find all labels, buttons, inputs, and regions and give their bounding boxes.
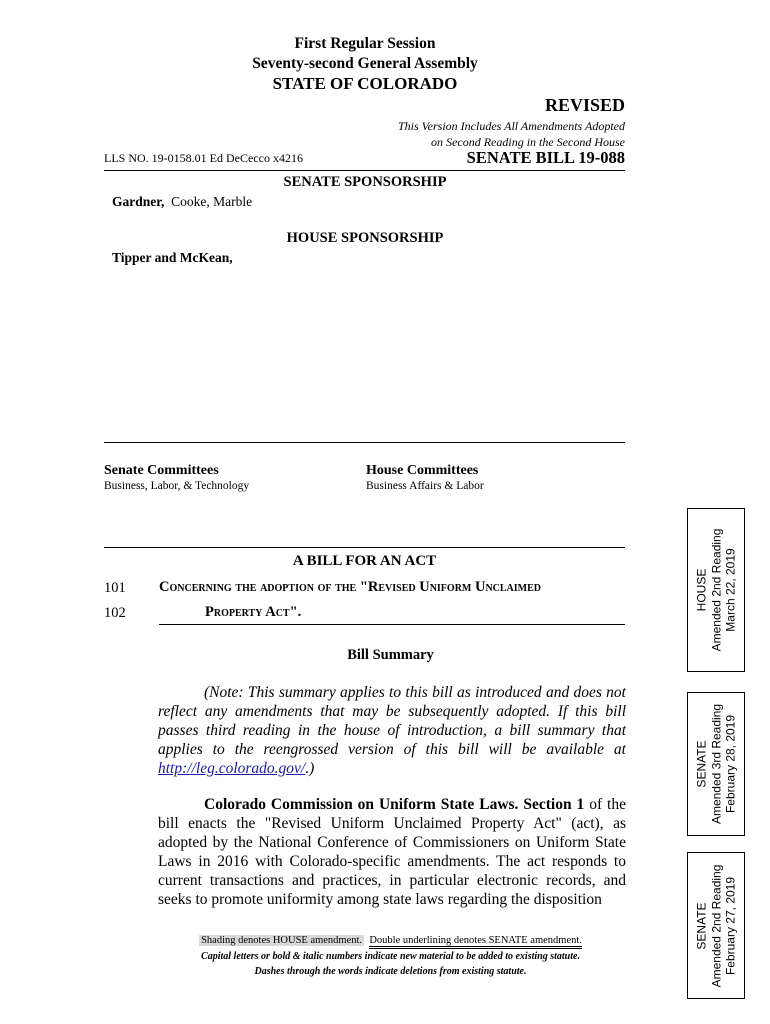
leg-website-link[interactable]: http://leg.colorado.gov/	[158, 760, 306, 777]
house-sponsors: Tipper and McKean,	[112, 250, 233, 265]
stamp-date: February 27, 2019	[723, 876, 738, 975]
version-note-line1: This Version Includes All Amendments Adopted	[398, 119, 625, 133]
revised-label: REVISED	[544, 95, 625, 115]
summary-paragraph	[158, 795, 626, 909]
senate-stamp-3rd	[687, 692, 745, 836]
summary-note-text: (Note: This summary applies to this bill as introduced and does not reflect any amendments that may be subsequently adopted. If this bill passes third reading in the house of introduction, a bill summary that applies to the reengrossed version of this bill will be available at	[158, 684, 626, 758]
divider	[104, 170, 625, 171]
senate-committees-label: Senate Committees	[104, 463, 219, 478]
version-note	[398, 118, 625, 150]
stamp-date: March 22, 2019	[723, 548, 738, 632]
summary-heading: Bill Summary	[347, 647, 434, 663]
dashes-legend: Dashes through the words indicate deletions from existing statute.	[254, 966, 527, 977]
lls-number: LLS NO. 19-0158.01 Ed DeCecco x4216	[104, 151, 303, 165]
session-header	[0, 34, 730, 74]
assembly-title: Seventy-second General Assembly	[252, 55, 478, 72]
senate-sponsorship-title: SENATE SPONSORSHIP	[283, 174, 447, 190]
bill-title-line: Property Act".	[205, 604, 302, 620]
bill-title-line: Concerning the adoption of the "Revised Uniform Unclaimed	[159, 579, 542, 595]
stamp-chamber: SENATE	[694, 901, 709, 950]
line-number: 102	[104, 605, 126, 621]
summary-note-end: .)	[305, 760, 315, 777]
line-number: 101	[104, 580, 126, 596]
house-committees-value: Business Affairs & Labor	[366, 480, 484, 492]
stamp-action: Amended 3rd Reading	[708, 703, 723, 825]
stamp-date: February 28, 2019	[723, 714, 738, 814]
version-note-line2: on Second Reading in the Second House	[431, 135, 625, 149]
bill-heading: A BILL FOR AN ACT	[292, 553, 437, 569]
stamp-action: Amended 2nd Reading	[708, 864, 723, 987]
senate-committees-value: Business, Labor, & Technology	[104, 480, 250, 492]
house-amendment-legend: Shading denotes HOUSE amendment.	[201, 935, 363, 946]
senate-sponsors	[112, 194, 252, 210]
senate-stamp-2nd	[687, 852, 745, 999]
stamp-chamber: HOUSE	[694, 568, 709, 612]
house-committees-label: House Committees	[366, 463, 479, 478]
senate-prime-sponsor: Gardner,	[112, 194, 165, 209]
stamp-text	[694, 529, 738, 652]
summary-paragraph-lead: Colorado Commission on Uniform State Laws. Section 1	[204, 796, 585, 813]
senate-cosponsors: Cooke, Marble	[171, 194, 253, 209]
stamp-text	[694, 704, 738, 824]
stamp-chamber: SENATE	[694, 740, 709, 788]
stamp-action: Amended 2nd Reading	[708, 528, 723, 652]
stamp-text	[694, 864, 738, 987]
house-stamp	[687, 508, 745, 672]
divider	[159, 624, 625, 625]
divider	[104, 442, 625, 443]
capital-letters-legend: Capital letters or bold & italic numbers indicate new material to be added to existing statute.	[201, 951, 580, 962]
senate-amendment-legend: Double underlining denotes SENATE amendment.	[369, 935, 582, 949]
session-title: First Regular Session	[294, 35, 436, 52]
amendment-legend	[104, 935, 677, 946]
state-title: STATE OF COLORADO	[272, 74, 458, 93]
bill-number: SENATE BILL 19-088	[466, 148, 625, 167]
divider	[104, 547, 625, 548]
house-sponsorship-title: HOUSE SPONSORSHIP	[286, 230, 444, 246]
summary-paragraph-text: of the bill enacts the "Revised Uniform Unclaimed Property Act" (act), as adopted by the National Conference of Commissioners on Uniform State Laws in 2016 with Colorado-specific amendments. The act responds to current transactions and practices, in particular electronic records, and seeks to promote uniformity among state laws regarding the disposition	[158, 796, 626, 908]
summary-note	[158, 683, 626, 778]
